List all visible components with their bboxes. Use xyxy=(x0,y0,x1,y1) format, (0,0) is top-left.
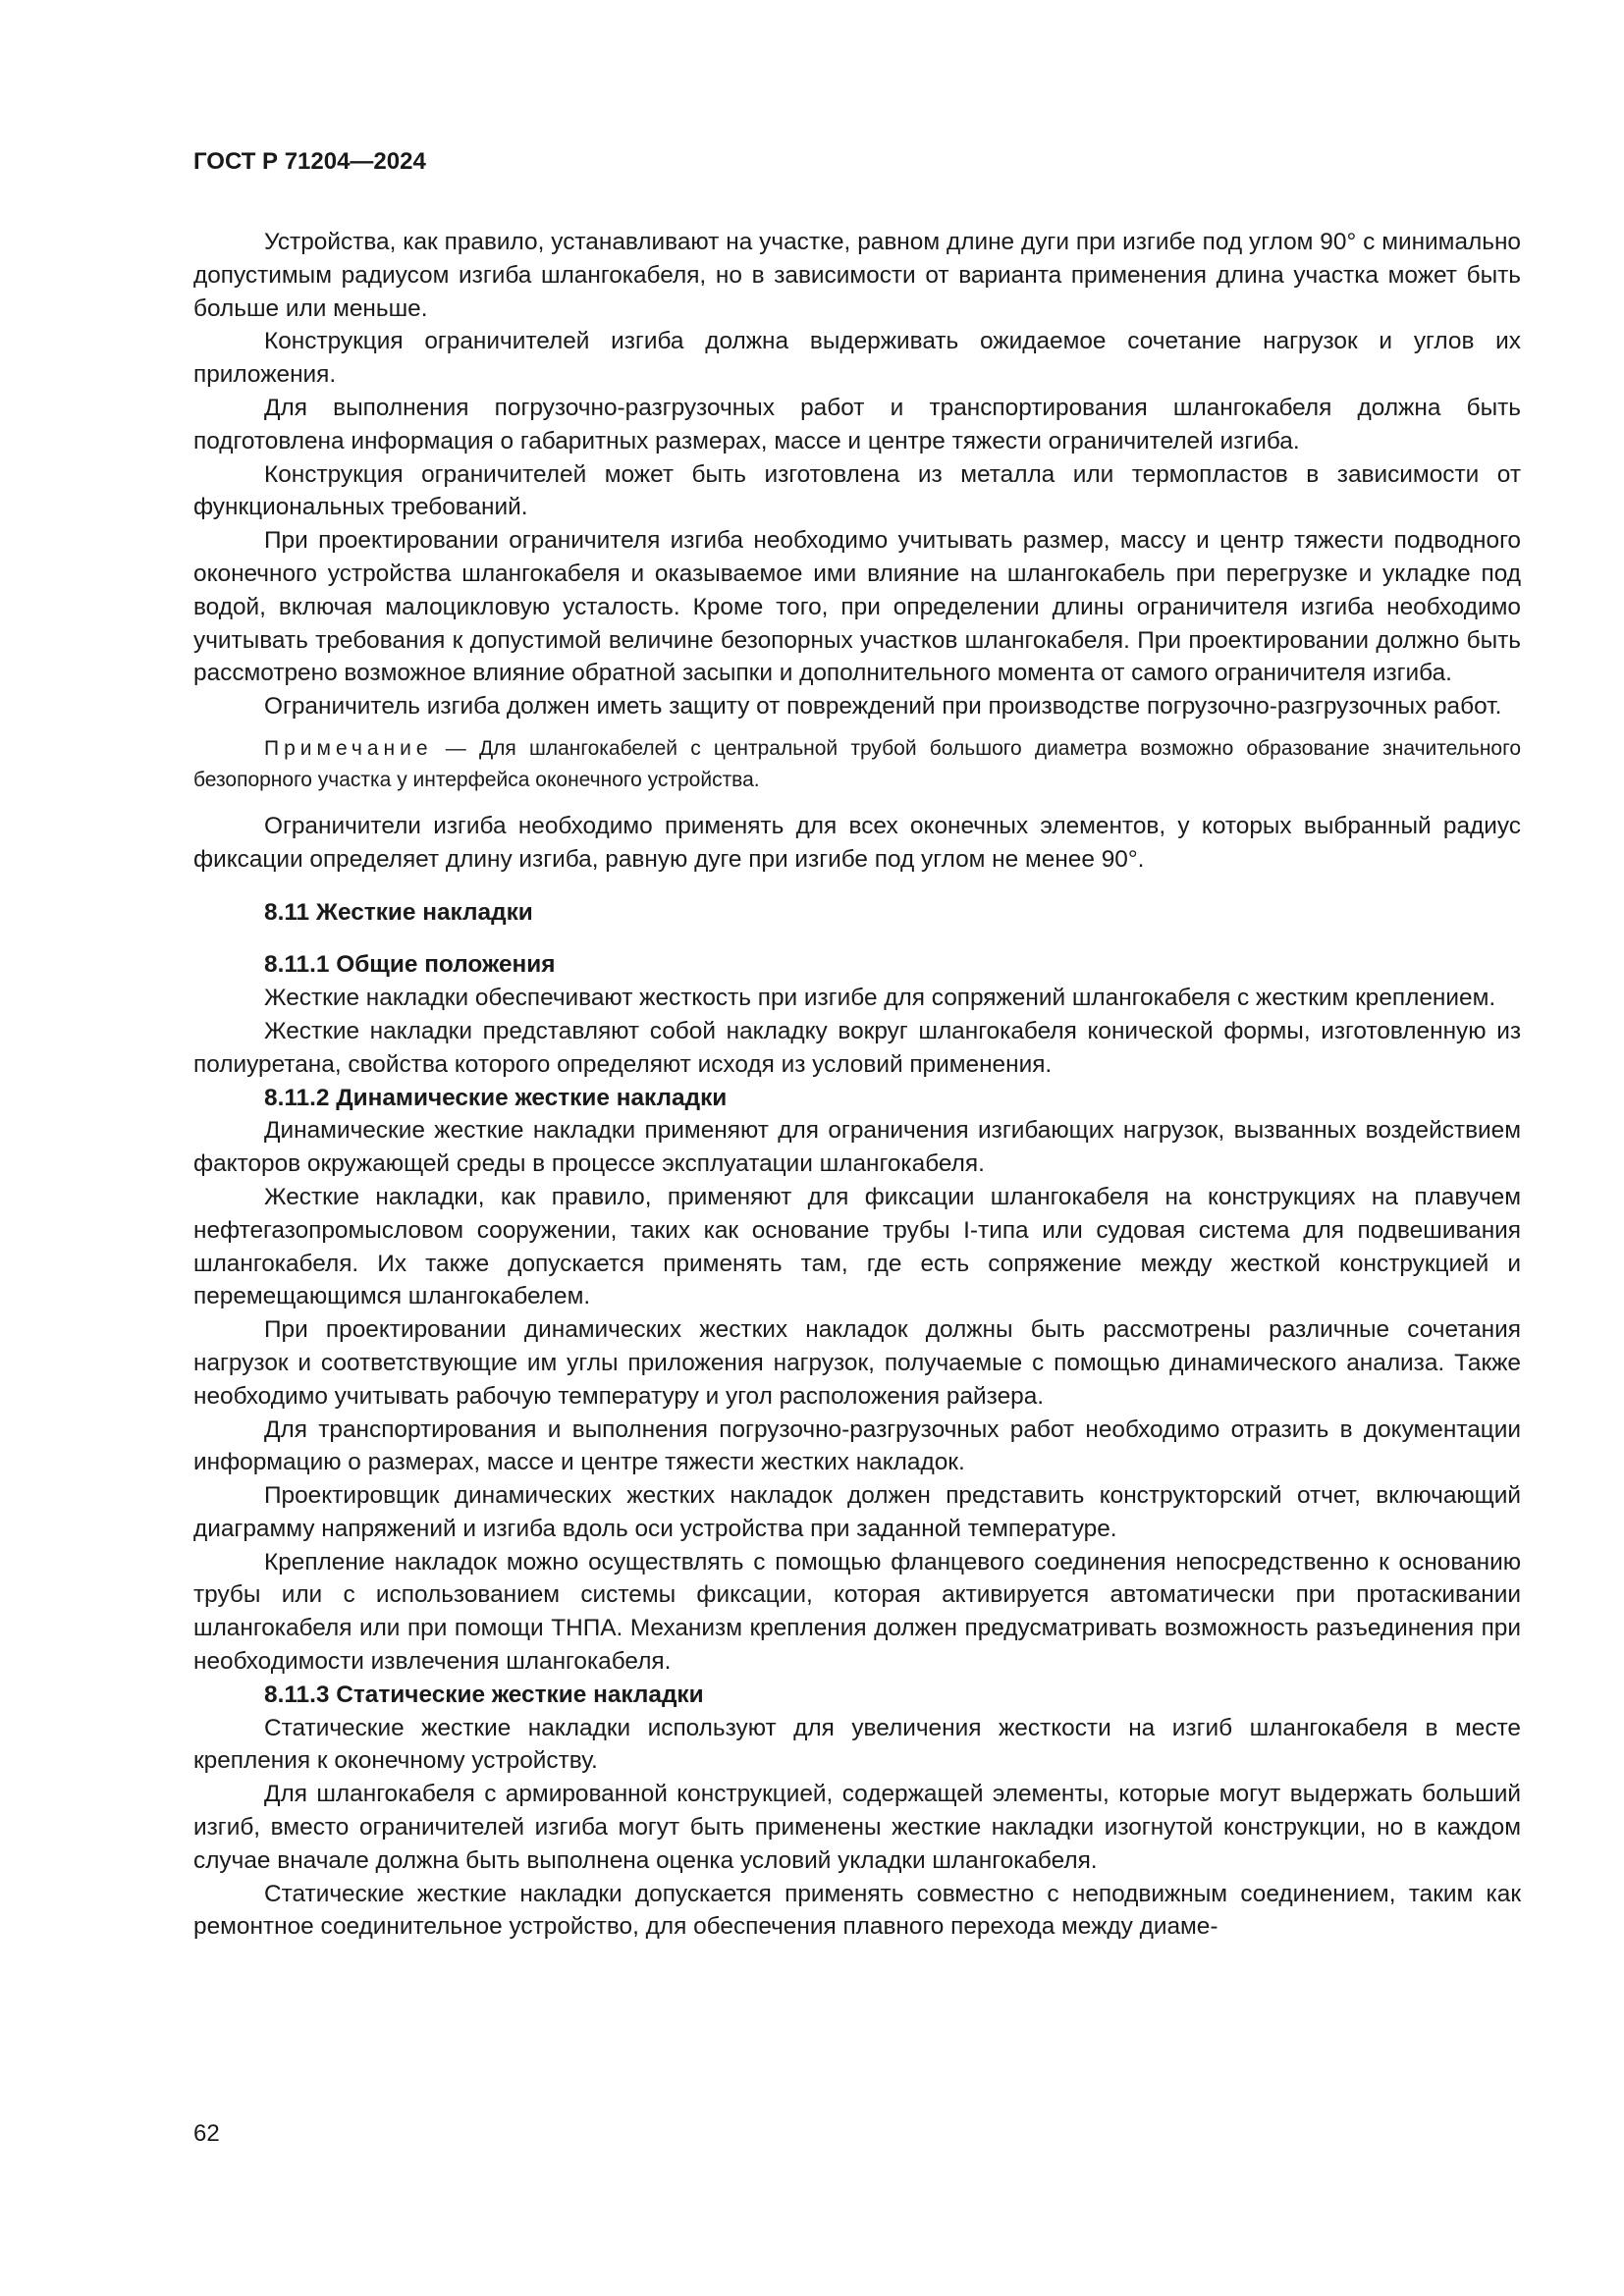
section-heading-8-11-3: 8.11.3 Статические жесткие накладки xyxy=(264,1681,704,1708)
paragraph: Ограничитель изгиба должен иметь защиту от повреждений при производстве погрузочно-разгрузочных работ. xyxy=(264,693,1502,721)
paragraph: Ограничители изгиба необходимо применять для всех оконечных элементов, у которых выбранный радиус фиксации определяет длину изгиба, равную дуге при изгибе под углом не менее 90°. xyxy=(193,812,1521,873)
section-heading-8-11: 8.11 Жесткие накладки xyxy=(264,898,533,926)
paragraph: Для шлангокабеля с армированной конструкцией, содержащей элементы, которые могут выдержать больший изгиб, вместо ограничителей изгиба могут быть применены жесткие накладки изогнутой конструкции, но в каждом случае вначале должна быть выполнена оценка условий укладки шлангокабеля. xyxy=(193,1781,1521,1874)
document-header: ГОСТ Р 71204—2024 xyxy=(193,148,426,175)
paragraph: Конструкция ограничителей изгиба должна выдерживать ожидаемое сочетание нагрузок и углов их приложения. xyxy=(193,328,1521,389)
paragraph: При проектировании динамических жестких накладок должны быть рассмотрены различные сочетания нагрузок и соответствующие им углы приложения нагрузок, получаемые с помощью динамического анализа. Также необходимо учитывать рабочую температуру и угол расположения райзера. xyxy=(193,1316,1521,1410)
paragraph: Крепление накладок можно осуществлять с помощью фланцевого соединения непосредственно к основанию трубы или с использованием системы фиксации, которая активируется автоматически при протаскивании шлангокабеля или при помощи ТНПА. Механизм крепления должен предусматривать возможность разъединения при необходимости извлечения шлангокабеля. xyxy=(193,1548,1521,1676)
paragraph: Проектировщик динамических жестких накладок должен представить конструкторский отчет, включающий диаграмму напряжений и изгиба вдоль оси устройства при заданной температуре. xyxy=(193,1482,1521,1542)
note-text: — Для шлангокабелей с центральной трубой большого диаметра возможно образование значительного безопорного участка у интерфейса оконечного устройства. xyxy=(193,736,1521,791)
paragraph: Статические жесткие накладки используют для увеличения жесткости на изгиб шлангокабеля в месте крепления к оконечному устройству. xyxy=(193,1714,1521,1775)
paragraph: Статические жесткие накладки допускается применять совместно с неподвижным соединением, таким как ремонтное соединительное устройство, для обеспечения плавного перехода между диаме- xyxy=(193,1880,1521,1941)
paragraph: Для выполнения погрузочно-разгрузочных работ и транспортирования шлангокабеля должна быть подготовлена информация о габаритных размерах, массе и центре тяжести ограничителей изгиба. xyxy=(193,394,1521,454)
paragraph: Жесткие накладки представляют собой накладку вокруг шлангокабеля конической формы, изготовленную из полиуретана, свойства которого определяют исходя из условий применения. xyxy=(193,1017,1521,1078)
paragraph: Для транспортирования и выполнения погрузочно-разгрузочных работ необходимо отразить в документации информацию о размерах, массе и центре тяжести жестких накладок. xyxy=(193,1415,1521,1476)
paragraph: Жесткие накладки обеспечивают жесткость при изгибе для сопряжений шлангокабеля с жестким креплением. xyxy=(264,985,1496,1012)
note xyxy=(193,733,1521,796)
paragraph: Устройства, как правило, устанавливают на участке, равном длине дуги при изгибе под углом 90° с минимально допустимым радиусом изгиба шлангокабеля, но в зависимости от варианта применения длина участка может быть больше или меньше. xyxy=(193,229,1521,322)
paragraph: Жесткие накладки, как правило, применяют для фиксации шлангокабеля на конструкциях на плавучем нефтегазопромысловом сооружении, таких как основание трубы I-типа или судовая система для подвешивания шлангокабеля. Их также допускается применять там, где есть сопряжение между жесткой конструкцией и перемещающимся шлангокабелем. xyxy=(193,1183,1521,1310)
document-page xyxy=(193,147,1521,1944)
note-label: Примечание xyxy=(264,736,433,760)
page-number: 62 xyxy=(193,2120,220,2147)
paragraph: Динамические жесткие накладки применяют для ограничения изгибающих нагрузок, вызванных воздействием факторов окружающей среды в процессе эксплуатации шлангокабеля. xyxy=(193,1117,1521,1178)
section-heading-8-11-1: 8.11.1 Общие положения xyxy=(264,951,556,979)
section-heading-8-11-2: 8.11.2 Динамические жесткие накладки xyxy=(264,1084,728,1111)
paragraph: При проектировании ограничителя изгиба необходимо учитывать размер, массу и центр тяжести подводного оконечного устройства шлангокабеля и оказываемое ими влияние на шлангокабель при перегрузке и укладке под водой, включая малоцикловую усталость. Кроме того, при определении длины ограничителя изгиба необходимо учитывать требования к допустимой величине безопорных участков шлангокабеля. При проектировании должно быть рассмотрено возможное влияние обратной засыпки и дополнительного момента от самого ограничителя изгиба. xyxy=(193,527,1521,687)
paragraph: Конструкция ограничителей может быть изготовлена из металла или термопластов в зависимости от функциональных требований. xyxy=(193,460,1521,521)
